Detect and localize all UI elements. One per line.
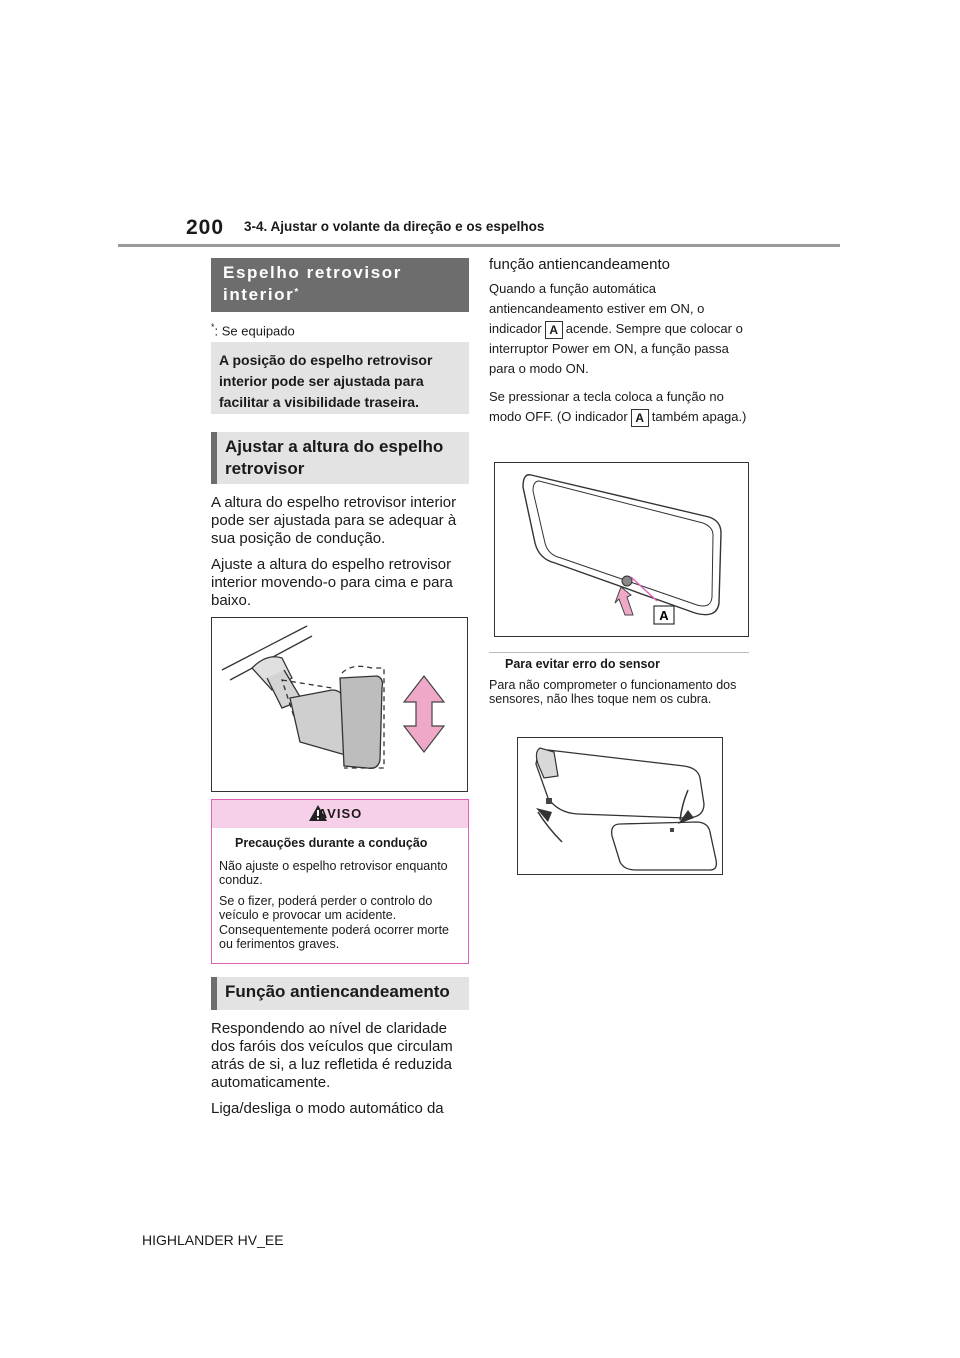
intro-box: A posição do espelho retrovisor interior pode ser ajustada para facilitar a visibilidade traseira. xyxy=(211,342,469,414)
model-footer: HIGHLANDER HV_EE xyxy=(142,1232,284,1248)
indicator-off-paragraph xyxy=(489,387,751,427)
indicator-on-text-after: acende. Sempre que colocar o interruptor Power em ON, a função passa para o modo ON. xyxy=(489,321,743,376)
indicator-figure xyxy=(494,462,749,637)
mirror-sensor-illustration xyxy=(518,738,722,874)
warning-box xyxy=(211,799,469,964)
indicator-off-text-after: também apaga.) xyxy=(651,409,747,424)
mirror-height-figure xyxy=(211,617,468,792)
indicator-a-label: A xyxy=(659,608,669,623)
sensor-figure xyxy=(517,737,723,875)
note-divider xyxy=(489,652,749,653)
header-divider xyxy=(118,244,840,247)
warning-header xyxy=(212,800,468,828)
section-title-box xyxy=(211,258,469,312)
title-footnote-marker: * xyxy=(294,287,300,298)
height-paragraph-1: A altura do espelho retrovisor interior pode ser ajustada para se adequar à sua posição de condução. xyxy=(211,494,457,547)
antiglare-body xyxy=(211,1020,473,1126)
indicator-on-text-before: Quando a função automática antiencandeamento estiver em ON, o indicador xyxy=(489,281,705,336)
warning-title: AVISO xyxy=(317,806,363,821)
indicator-a-key: A xyxy=(631,409,649,427)
footnote-text: : Se equipado xyxy=(214,323,295,339)
section-title: Espelho retrovisor interior xyxy=(223,263,403,304)
indicator-on-paragraph xyxy=(489,279,751,379)
mirror-height-illustration xyxy=(212,618,467,791)
warning-body xyxy=(212,828,468,962)
footnote-marker: * xyxy=(211,322,215,332)
warning-subtitle: Precauções durante a condução xyxy=(235,836,428,850)
warning-paragraph-2: Se o fizer, poderá perder o controlo do veículo e provocar um acidente. Consequentemente poderá ocorrer morte ou ferimentos graves. xyxy=(219,893,449,951)
chapter-title: 3-4. Ajustar o volante da direção e os espelhos xyxy=(244,219,545,234)
antiglare-paragraph-1: Respondendo ao nível de claridade dos faróis dos veículos que circulam atrás de si, a luz refletida é reduzida automaticamente. xyxy=(211,1020,453,1091)
mirror-indicator-illustration xyxy=(495,463,748,636)
antiglare-continuation: função antiencandeamento xyxy=(489,256,670,273)
antiglare-paragraph-2: Liga/desliga o modo automático da xyxy=(211,1100,444,1117)
warning-paragraph-1: Não ajuste o espelho retrovisor enquanto conduz. xyxy=(219,858,448,887)
height-paragraph-2: Ajuste a altura do espelho retrovisor interior movendo-o para cima e para baixo. xyxy=(211,556,453,609)
sensor-note-title: Para evitar erro do sensor xyxy=(505,657,660,671)
right-column-text xyxy=(489,256,751,435)
height-body xyxy=(211,494,473,618)
page-number: 200 xyxy=(186,216,225,239)
indicator-a-key: A xyxy=(545,321,563,339)
indicator-off-text-before: Se pressionar a tecla coloca a função no modo OFF. (O indicador xyxy=(489,389,724,424)
subsection-heading-height: Ajustar a altura do espelho retrovisor xyxy=(211,432,469,484)
footnote xyxy=(211,322,295,338)
sensor-note-text: Para não comprometer o funcionamento dos sensores, não lhes toque nem os cubra. xyxy=(489,678,737,706)
subsection-heading-antiglare: Função antiencandeamento xyxy=(211,977,469,1010)
